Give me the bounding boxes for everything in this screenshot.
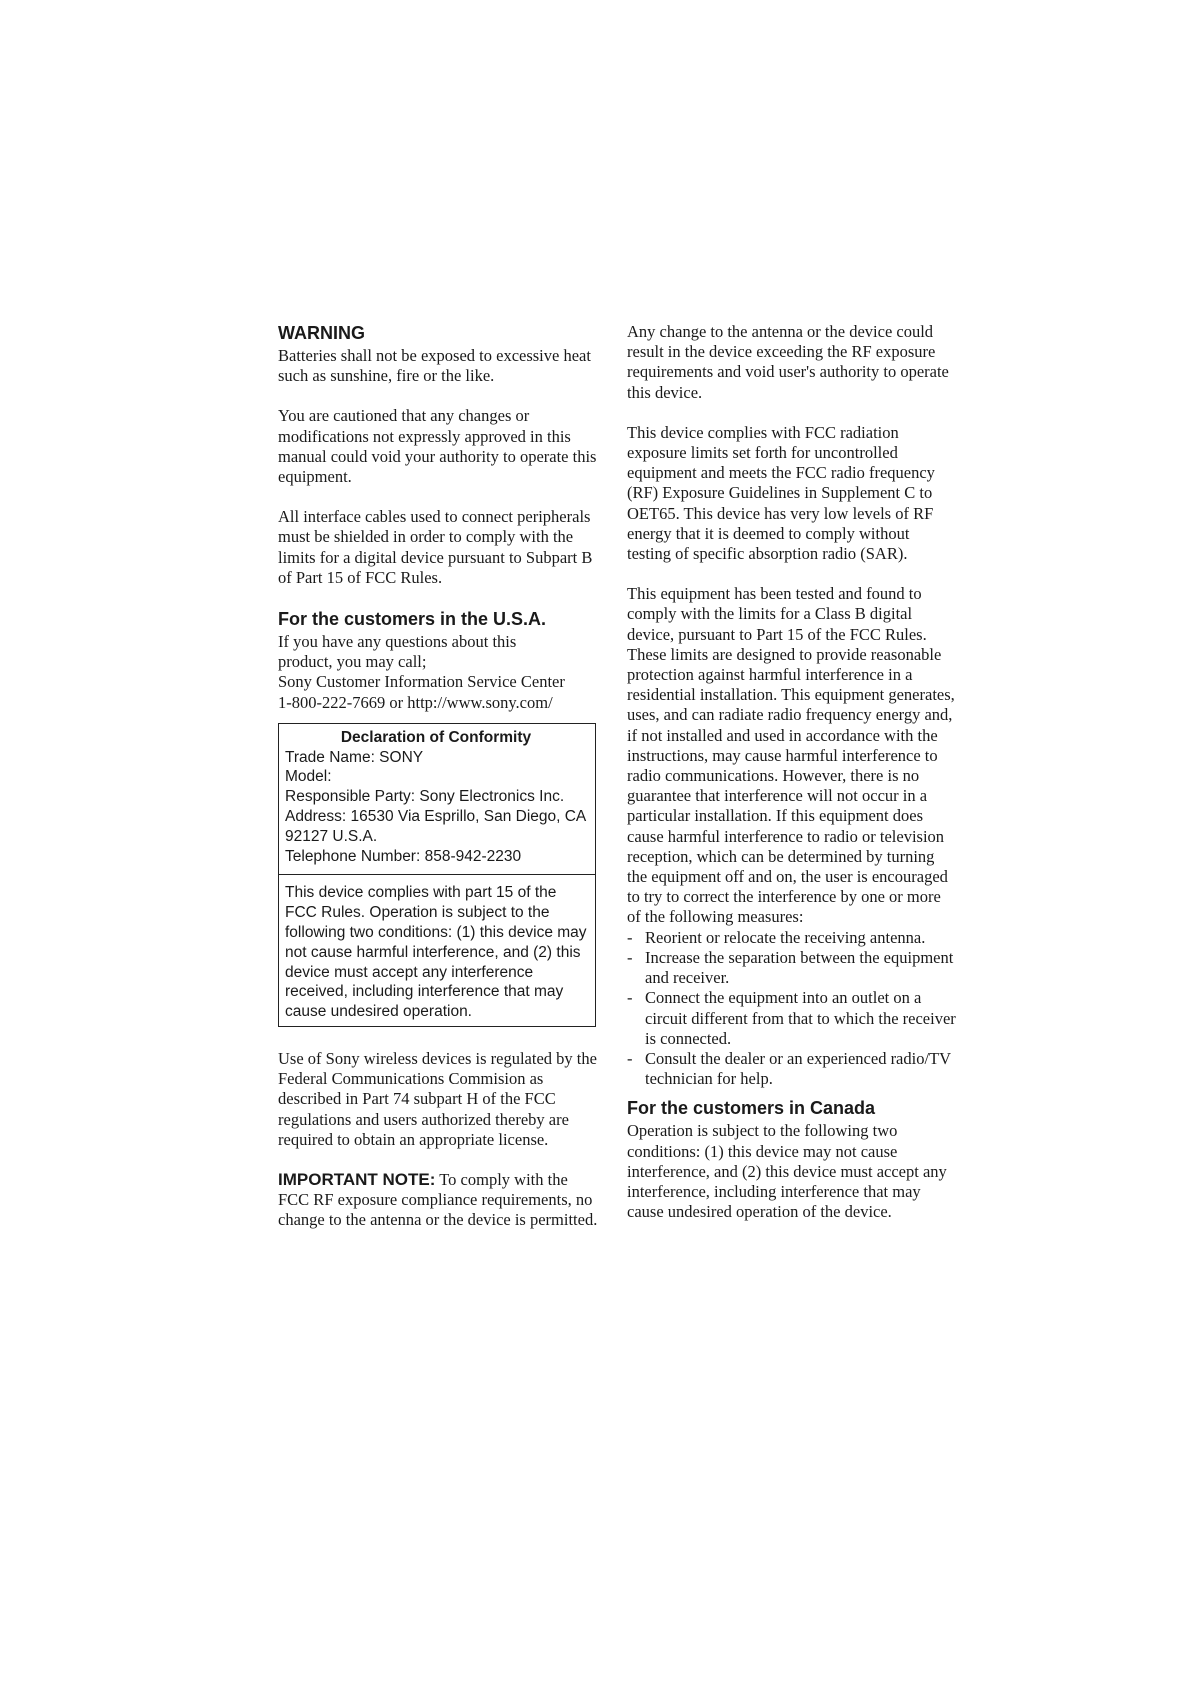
warning-heading: WARNING [278, 323, 365, 343]
list-item [627, 948, 957, 988]
canada-heading: For the customers in Canada [627, 1098, 876, 1119]
measure-text: Increase the separation between the equipment and receiver. [645, 947, 954, 988]
usa-heading: For the customers in the U.S.A. [278, 609, 547, 630]
declaration-of-conformity-box [278, 723, 596, 1027]
declaration-line: Model: [285, 768, 332, 786]
rf-radiation-text: This device complies with FCC radiation exposure limits set forth for uncontrolled equipment and meets the FCC radio frequency (RF) Exposure Guidelines in Supplement C to OET65. This device has very low levels of RF energy that it is deemed to comply without testing of specific absorption radio (SAR). [627, 422, 935, 564]
interference-measures-list [627, 928, 957, 1090]
usa-line: Sony Customer Information Service Center [278, 672, 565, 692]
usa-line: 1-800-222-7669 or http://www.sony.com/ [278, 692, 553, 712]
important-note [278, 1170, 598, 1231]
declaration-title: Declaration of Conformity [340, 728, 532, 746]
list-dash: - [627, 927, 633, 947]
important-note-text: To comply with the FCC RF exposure compliance requirements, no change to the antenna or the device is permitted. [278, 1170, 598, 1230]
list-dash: - [627, 1048, 633, 1068]
declaration-line: Telephone Number: 858-942-2230 [285, 847, 522, 865]
cables-text: All interface cables used to connect peripherals must be shielded in order to comply with the limits for a digital device pursuant to Subpart B of Part 15 of FCC Rules. [278, 507, 593, 587]
important-note-label: IMPORTANT NOTE: [278, 1170, 436, 1190]
measure-text: Connect the equipment into an outlet on a circuit different from that to which the receiver is connected. [645, 988, 956, 1048]
measure-text: Reorient or relocate the receiving antenna. [645, 927, 926, 947]
usa-line: If you have any questions about this [278, 632, 517, 652]
measure-text: Consult the dealer or an experienced radio/TV technician for help. [645, 1048, 951, 1089]
list-item [627, 928, 957, 948]
list-dash: - [627, 988, 633, 1008]
right-column [627, 322, 957, 1242]
declaration-line: Address: 16530 Via Esprillo, San Diego, CA 92127 U.S.A. [285, 808, 586, 845]
declaration-line: Trade Name: SONY [285, 748, 424, 766]
declaration-line: Responsible Party: Sony Electronics Inc. [285, 788, 565, 806]
box-divider [279, 874, 595, 875]
class-b-text: This equipment has been tested and found to comply with the limits for a Class B digital device, pursuant to Part 15 of the FCC Rules. These limits are designed to provide reasonable protection against harmful interference in a residential installation. This equipment generates, uses, and can radiate radio frequency energy and, if not installed and used in accordance with the instructions, may cause harmful interference to radio communications. However, there is no guarantee that interference will not occur in a particular installation. If this equipment does cause harmful interference to radio or television reception, which can be determined by turning the equipment off and on, the user is encouraged to try to correct the interference by one or more of the following measures: [627, 584, 955, 927]
usa-line: product, you may call; [278, 652, 427, 672]
caution-text: You are cautioned that any changes or modifications not expressly approved in this manual could void your authority to operate this equipment. [278, 406, 597, 487]
list-dash: - [627, 947, 633, 967]
left-column [278, 322, 598, 1251]
usa-contact [278, 632, 598, 713]
part15-compliance-text: This device complies with part 15 of the FCC Rules. Operation is subject to the following two conditions: (1) this device may not cause harmful interference, and (2) this device must accept any interference received, including interference that may cause undesired operation. [285, 884, 587, 1021]
list-item [627, 988, 957, 1049]
warning-text: Batteries shall not be exposed to excessive heat such as sunshine, fire or the like. [278, 346, 591, 386]
canada-text: Operation is subject to the following two conditions: (1) this device may not cause interference, and (2) this device must accept any interference, including interference that may cause undesired operation of the device. [627, 1121, 947, 1222]
list-item [627, 1049, 957, 1089]
antenna-change-text: Any change to the antenna or the device could result in the device exceeding the RF exposure requirements and void user's authority to operate this device. [627, 322, 949, 402]
wireless-regulation-text: Use of Sony wireless devices is regulated by the Federal Communications Commision as described in Part 74 subpart H of the FCC regulations and users authorized thereby are required to obtain an appropriate license. [278, 1049, 597, 1149]
